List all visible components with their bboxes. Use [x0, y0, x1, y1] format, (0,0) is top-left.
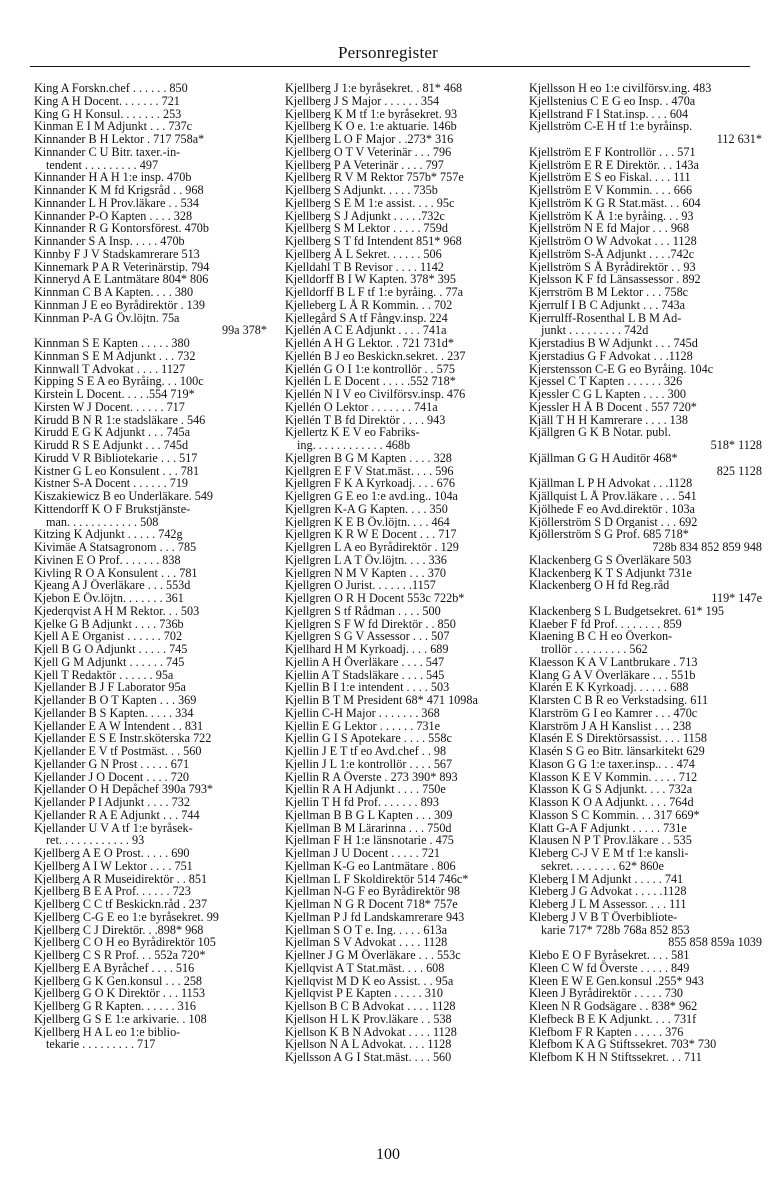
index-entry: Kjellström E S eo Fiskal. . . . 111	[529, 171, 691, 184]
index-entry: Kjellegård S A tf Fångv.insp. 224	[285, 311, 448, 325]
index-entry-continuation: man. . . . . . . . . . . . 508	[46, 515, 159, 529]
index-entry: Kjellberg S J Adjunkt . . . . .732c	[285, 209, 445, 223]
index-entry: Klasson K E V Kommin. . . . . 712	[529, 770, 698, 784]
index-entry: Kjellberg G S E 1:e arkivarie. . 108	[34, 1012, 207, 1026]
index-entry: Kjederqvist A H M Rektor. . . 503	[34, 604, 200, 618]
index-entry-continuation: 99a 378*	[221, 324, 267, 337]
index-entry: Kjellsson H eo 1:e civilförsv.ing. 483	[529, 82, 712, 95]
index-entry: Kjellén O Lektor . . . . . . . 741a	[285, 400, 438, 414]
index-entry-continuation: 855 858 859a 1039	[668, 936, 762, 949]
index-entry: Kjellman N G R Docent 718* 757e	[285, 898, 458, 911]
index-entry: Klasson K O A Adjunkt. . . . 764d	[529, 796, 694, 809]
index-entry: Kivinen E O Prof. . . . . . . 838	[34, 553, 181, 567]
index-entry-continuation: junkt . . . . . . . . . 742d	[541, 324, 649, 337]
index-entry: Kipping S E A eo Byråing. . . 100c	[34, 375, 204, 388]
index-entry: Klefbeck B E K Adjunkt. . . . 731f	[529, 1012, 697, 1026]
index-entry: Kjellander B J F Laborator 95a	[34, 681, 186, 694]
index-entry: Kjellgren B G M Kapten . . . . 328	[285, 451, 452, 465]
index-entry: Kinnman J E eo Byrådirektör . 139	[34, 298, 205, 312]
index-entry: Kinnwall T Advokat . . . . 1127	[34, 362, 186, 376]
index-entry: Kiszakiewicz B eo Underläkare. 549	[34, 490, 214, 503]
index-entry: Kjellman N-G F eo Byrådirektör 98	[285, 885, 460, 898]
index-entry: Klackenberg K T S Adjunkt 731e	[529, 566, 692, 580]
index-entry: Kjessler C G L Kapten . . . . 300	[529, 388, 686, 401]
index-entry: Kjellgren K-A G Kapten. . . . 350	[285, 502, 448, 516]
index-entry: Kjellson H L K Prov.läkare . . 538	[285, 1012, 452, 1026]
index-entry: Kinneryd A E Lantmätare 804* 806	[34, 273, 209, 286]
index-entry: Kleberg J G Advokat . . . . .1128	[529, 885, 687, 898]
index-entry: Kjellander E S E Instr.sköterska 722	[34, 732, 212, 745]
index-entry-continuation: ing. . . . . . . . . . . . 468b	[297, 439, 411, 452]
index-entry: Kjellberg C-G E eo 1:e byråsekret. 99	[34, 910, 219, 924]
index-entry: Kivling R O A Konsulent . . . 781	[34, 566, 198, 580]
index-entry: Kjellman S V Advokat . . . . 1128	[285, 936, 448, 949]
index-entry: Kjell G M Adjunkt . . . . . . 745	[34, 655, 185, 669]
index-entry: Klasén S G eo Bitr. länsarkitekt 629	[529, 745, 705, 758]
index-entry: Kjeang A J Överläkare . . . 553d	[34, 579, 191, 592]
index-entry: Klausen N P T Prov.läkare . . 535	[529, 834, 692, 847]
index-entry: Kjellström S Å Byrådirektör . . 93	[529, 260, 696, 274]
index-entry: Kjellberg R V M Rektor 757b* 757e	[285, 171, 464, 184]
index-entry: Kleberg J V B T Överbibliote-	[529, 910, 678, 924]
index-entry: King A Forskn.chef . . . . . . 850	[34, 82, 188, 95]
index-entry-continuation: sekret. . . . . . . . 62* 860e	[541, 859, 664, 873]
index-entry: Kjessel C T Kapten . . . . . . 326	[529, 375, 683, 388]
index-entry: Kjellberg K O e. 1:e aktuarie. 146b	[285, 120, 457, 133]
index-entry: Kinnander H A H 1:e insp. 470b	[34, 171, 192, 184]
index-entry-continuation: 112 631*	[716, 133, 762, 146]
index-entry: Kjellin A T Stadsläkare . . . . 545	[285, 668, 445, 682]
index-entry: Kjellin B T M President 68* 471 1098a	[285, 694, 478, 707]
index-entry: Kjellin T H fd Prof. . . . . . . 893	[285, 796, 439, 809]
index-entry: Kjellander R A E Adjunkt . . . 744	[34, 808, 200, 822]
index-entry: Klefbom K A G Stiftssekret. 703* 730	[529, 1038, 717, 1051]
index-entry: Kjellberg S Adjunkt. . . . . 735b	[285, 184, 438, 197]
index-entry: Kjellman F H 1:e länsnotarie . 475	[285, 834, 454, 847]
index-entry: Klasén E S Direktörsassist. . . . 1158	[529, 732, 707, 745]
index-entry-continuation: tendent . . . . . . . . . 497	[46, 158, 159, 172]
index-entry: Kjellner J G M Överläkare . . . 553c	[285, 949, 461, 962]
index-entry: Kirudd E G K Adjunkt . . . 745a	[34, 426, 191, 439]
index-entry: Kleen C W fd Överste . . . . . 849	[529, 961, 690, 975]
index-entry: Kjellqvist P E Kapten . . . . . 310	[285, 987, 443, 1000]
index-entry: Kjellman P J fd Landskamrerare 943	[285, 910, 465, 924]
index-entry: Kjellberg C S R Prof. . . 552a 720*	[34, 949, 206, 962]
index-entry: Kjellgren S tf Rådman . . . . 500	[285, 604, 441, 618]
index-entry: Kjällquist L Å Prov.läkare . . . 541	[529, 490, 697, 503]
index-entry: Kinnander L H Prov.läkare . . 534	[34, 196, 199, 210]
index-entry: Kjell A E Organist . . . . . . 702	[34, 630, 183, 643]
index-entry: Kjellander B S Kapten. . . . . 334	[34, 706, 194, 720]
index-entry: Kitzing K Adjunkt . . . . . 742g	[34, 528, 183, 541]
index-entry-continuation: 825 1128	[716, 464, 762, 478]
index-entry: Kirudd V R Bibliotekarie . . . 517	[34, 451, 198, 465]
index-entry: Kjerstadius B W Adjunkt . . . 745d	[529, 337, 698, 350]
index-entry: Klefbom K H N Stiftssekret. . . 711	[529, 1051, 702, 1064]
index-entry: Kjellgren S F W fd Direktör . . 850	[285, 617, 456, 631]
index-entry: Kjellström E R E Direktör. . . 143a	[529, 158, 699, 172]
page-number: 100	[376, 1146, 400, 1163]
index-entry: Kjellberg G O K Direktör . . . 1153	[34, 987, 205, 1000]
index-entry: Kjellin A H Överläkare . . . . 547	[285, 655, 445, 669]
index-entry: Kjellén L E Docent . . . . .552 718*	[285, 375, 456, 388]
index-entry: Kjellgren O Jurist. . . . . . .1157	[285, 579, 436, 592]
index-entry: Kleberg J L M Assessor. . . . 111	[529, 898, 687, 911]
index-entry: Kjellström E F Kontrollör . . . 571	[529, 145, 696, 159]
header-rule	[30, 66, 750, 67]
index-entry-continuation: tekarie . . . . . . . . . 717	[46, 1038, 156, 1051]
index-column-left	[34, 82, 267, 1051]
index-entry: Kinnander C U Bitr. taxer.-in-	[34, 145, 181, 159]
index-entry: Kjellander U V A tf 1:e byråsek-	[34, 821, 193, 835]
index-entry: Kjerrulff-Rosenthal L B M Ad-	[529, 311, 682, 325]
index-entry: Kleen J Byrådirektör . . . . . 730	[529, 987, 684, 1000]
index-entry: Kjällgren G K B Notar. publ.	[529, 426, 671, 439]
index-entry: Kinnander P-O Kapten . . . . 328	[34, 209, 193, 223]
index-entry: Kistner S-A Docent . . . . . . 719	[34, 477, 189, 490]
index-entry: Kjellander O H Depåchef 390a 793*	[34, 783, 214, 796]
index-entry: Kjellström E V Kommin. . . . 666	[529, 184, 693, 197]
index-entry: King G H Konsul. . . . . . . 253	[34, 107, 182, 121]
index-entry: Kjellman L F Skoldirektör 514 746c*	[285, 872, 469, 886]
index-entry: Kjellin J E T tf eo Avd.chef . . 98	[285, 745, 447, 758]
index-entry: Kjelke G B Adjunkt . . . . 736b	[34, 617, 184, 631]
index-entry: Kjell T Redaktör . . . . . . 95a	[34, 668, 174, 682]
index-entry: Kirstein L Docent. . . . .554 719*	[34, 388, 195, 401]
index-entry: Kjellgren G E eo 1:e avd.ing.. 104a	[285, 490, 458, 503]
index-entry: Kjellin G I S Apotekare . . . . 558c	[285, 732, 452, 745]
index-entry: Kjellgren L A eo Byrådirektör . 129	[285, 541, 459, 554]
index-entry: Kinnander K M fd Krigsråd . . 968	[34, 184, 204, 197]
index-entry: Kjellander G N Prost . . . . . 671	[34, 757, 190, 771]
index-entry: Kjellin J L 1:e kontrollör . . . . 567	[285, 757, 453, 771]
index-entry: Kleberg C-J V E M tf 1:e kansli-	[529, 847, 689, 860]
index-entry: Kjellberg C J Direktör. . .898* 968	[34, 923, 204, 937]
index-entry: Kjellander J O Docent . . . . 720	[34, 770, 190, 784]
index-entry: Kjellhard H M Kyrkoadj. . . . 689	[285, 643, 449, 656]
index-entry: Klebo E O F Byråsekret. . . . 581	[529, 949, 690, 962]
index-entry: Kjellberg L O F Major . .273* 316	[285, 133, 454, 146]
index-entry: Kjellgren K R W E Docent . . . 717	[285, 528, 457, 541]
index-entry: Kjellman K-G eo Lantmätare . 806	[285, 859, 456, 873]
index-entry: Kjellqvist M D K eo Assist. . . 95a	[285, 974, 454, 988]
index-entry: Kjellberg S M Lektor . . . . . 759d	[285, 222, 448, 235]
index-entry: Kjerrström B M Lektor . . . 758c	[529, 286, 689, 299]
index-entry: Kjellberg Å L Sekret. . . . . . 506	[285, 247, 442, 261]
index-entry: Kjellberg A R Museidirektör . . 851	[34, 872, 208, 886]
index-entry: Kjellson B C B Advokat . . . . 1128	[285, 1000, 456, 1013]
index-entry: Kjellberg H A L eo 1:e biblio-	[34, 1025, 181, 1039]
index-entry-continuation: trollör . . . . . . . . . 562	[541, 643, 648, 656]
index-entry: Kjellander E V tf Postmäst. . . 560	[34, 745, 202, 758]
index-entry: Kjellman J U Docent . . . . . 721	[285, 847, 441, 860]
index-entry: Kleberg I M Adjunkt . . . . . 741	[529, 872, 684, 886]
index-entry: Kittendorff K O F Brukstjänste-	[34, 502, 191, 516]
index-entry: Kjellin R A Överste . 273 390* 893	[285, 770, 458, 784]
index-entry: Klarström G I eo Kamrer . . . 470c	[529, 706, 698, 720]
index-entry: Kjellsson A G I Stat.mäst. . . . 560	[285, 1051, 452, 1064]
index-entry: Kjellstenius C E G eo Insp. . 470a	[529, 94, 696, 108]
index-entry: Klasson S C Kommin. . . 317 669*	[529, 808, 700, 822]
index-entry: Klarström J A H Kanslist . . . 238	[529, 719, 692, 733]
index-entry-continuation: 728b 834 852 859 948	[652, 541, 762, 554]
index-entry: Kinnander B H Lektor . 717 758a*	[34, 133, 205, 146]
index-entry: Kjellman B M Lärarinna . . . 750d	[285, 821, 452, 835]
index-entry: Kjebon E Öv.löjtn. . . . . . . 361	[34, 592, 184, 605]
index-entry: Kjellberg E A Byråchef . . . . 516	[34, 961, 195, 975]
index-entry: Klefbom F R Kapten . . . . . 376	[529, 1025, 684, 1039]
index-entry: Kjellander B O T Kapten . . . 369	[34, 694, 197, 707]
index-entry: Klaeber F fd Prof. . . . . . . . 859	[529, 617, 682, 631]
index-entry: Kinnman S E M Adjunkt . . . 732	[34, 349, 196, 363]
index-entry: Kjellgren S G V Assessor . . . 507	[285, 630, 450, 643]
index-entry: Kjellén T B fd Direktör . . . . 943	[285, 413, 446, 427]
page-title: Personregister	[337, 43, 439, 62]
index-entry: Kjellgren E F V Stat.mäst. . . . 596	[285, 464, 454, 478]
index-entry: Klackenberg S L Budgetsekret. 61* 195	[529, 604, 724, 618]
index-entry: Kjellin E G Lektor . . . . . . 731e	[285, 719, 441, 733]
index-entry: Klaesson K A V Lantbrukare . 713	[529, 655, 698, 669]
index-entry: Klasson K G S Adjunkt. . . . 732a	[529, 783, 693, 796]
index-entry: Kjellén N I V eo Civilförsv.insp. 476	[285, 388, 466, 401]
index-entry: Kjöllerström S D Organist . . . 692	[529, 515, 698, 529]
index-column-right	[529, 82, 762, 1064]
index-entry: Kjellström S-Å Adjunkt . . . .742c	[529, 247, 695, 261]
index-entry: Kjerstadius G F Advokat . . .1128	[529, 349, 693, 363]
index-entry: Kjellander P I Adjunkt . . . . 732	[34, 796, 190, 809]
index-entry: Kjellman B B G L Kapten . . . 309	[285, 808, 453, 822]
index-entry: Kjellberg C C tf Beskickn.råd . 237	[34, 898, 208, 911]
index-entry: Kjellberg S T fd Intendent 851* 968	[285, 235, 462, 248]
index-entry: Kjellström N E fd Major . . . 968	[529, 222, 690, 235]
index-entry: Kjell B G O Adjunkt . . . . . 745	[34, 643, 188, 656]
index-entry-continuation: 518* 1128	[710, 439, 762, 452]
index-entry: Klackenberg O H fd Reg.råd	[529, 579, 670, 592]
index-entry: Kjellin R A H Adjunkt . . . . 750e	[285, 783, 446, 796]
index-entry: Kjellgren K E B Öv.löjtn. . . . 464	[285, 515, 450, 529]
index-entry: Kirsten W J Docent. . . . . . 717	[34, 400, 185, 414]
index-entry: Kivimäe A Statsagronom . . . 785	[34, 541, 197, 554]
index-entry: Kjessler H Å B Docent . 557 720*	[529, 400, 697, 414]
index-entry: Kjerrulf I B C Adjunkt . . . 743a	[529, 298, 686, 312]
index-entry: Kjellén A H G Lektor. . 721 731d*	[285, 337, 454, 350]
index-entry: Kjellberg S E M 1:e assist. . . . 95c	[285, 196, 455, 210]
index-entry: Kinnander S A Insp. . . . . 470b	[34, 235, 185, 248]
index-entry: Klatt G-A F Adjunkt . . . . . 731e	[529, 821, 687, 835]
index-entry: Kjellberg J S Major . . . . . . 354	[285, 94, 440, 108]
index-entry: King A H Docent. . . . . . . 721	[34, 94, 180, 108]
index-entry: Kjölhede F eo Avd.direktör . 103a	[529, 502, 695, 516]
index-entry: Kjellberg A E O Prost. . . . . 690	[34, 847, 190, 860]
index-entry-continuation: karie 717* 728b 768a 852 853	[541, 923, 690, 937]
index-entry: Kjelldahl T B Revisor . . . . 1142	[285, 260, 444, 274]
index-entry: Kjellgren O R H Docent 553c 722b*	[285, 592, 465, 605]
index-entry: Kjellgren F K A Kyrkoadj. . . . 676	[285, 477, 455, 490]
index-entry: Kjellén A C E Adjunkt . . . . 741a	[285, 324, 447, 337]
index-entry: Kjellgren N M V Kapten . . . 370	[285, 566, 447, 580]
index-entry: Kjellén G O I 1:e kontrollör . . 575	[285, 362, 455, 376]
index-entry: Kjällman G G H Auditör 468*	[529, 451, 678, 465]
index-entry: Kjellander E A W Intendent . . 831	[34, 719, 204, 733]
index-entry: Kjellberg K M tf 1:e byråsekret. 93	[285, 107, 458, 121]
index-entry: Kjäll T H H Kamrerare . . . . 138	[529, 413, 688, 427]
index-entry: Kleen N R Godsägare . . 838* 962	[529, 1000, 698, 1013]
index-entry: Kjellgren L A T Öv.löjtn. . . . 336	[285, 553, 447, 567]
index-entry: Kinnander R G Kontorsförest. 470b	[34, 222, 209, 235]
index-entry: Kjellström K G R Stat.mäst. . . 604	[529, 196, 701, 210]
index-entry: Kinnby F J V Stadskamrerare 513	[34, 247, 200, 261]
index-entry: Kjällman L P H Advokat . . .1128	[529, 477, 693, 490]
index-entry: Kjellberg B E A Prof. . . . . . 723	[34, 885, 191, 898]
index-entry: Kistner G L eo Konsulent . . . 781	[34, 464, 200, 478]
index-entry: Kjelsson K F fd Länsassessor . 892	[529, 273, 701, 286]
index-entry: Kjöllerström S G Prof. 685 718*	[529, 528, 689, 541]
index-entry: Kjellstrand F I Stat.insp. . . . 604	[529, 107, 689, 121]
index-entry: Kjellberg A I W Lektor . . . . 751	[34, 859, 193, 873]
index-entry: Kjelldorff B L F tf 1:e byråing. . 77a	[285, 286, 464, 299]
index-entry-continuation: ret. . . . . . . . . . . . 93	[46, 834, 145, 847]
index-entry: Kjellin C-H Major . . . . . . . 368	[285, 706, 440, 720]
index-entry: Klackenberg G S Överläkare 503	[529, 553, 692, 567]
index-entry: Kjellberg G K Gen.konsul . . . 258	[34, 974, 203, 988]
index-entry: Kinnemark P A R Veterinärstip. 794	[34, 260, 210, 274]
index-entry: Kinnman C B A Kapten. . . . 380	[34, 286, 194, 299]
index-entry: Kjellström K Å 1:e byråing. . . 93	[529, 209, 694, 223]
index-entry: Kirudd R S E Adjunkt . . . 745d	[34, 439, 189, 452]
index-entry: Klang G A V Överläkare . . . 551b	[529, 668, 696, 682]
index-entry: Kjellström O W Advokat . . . 1128	[529, 235, 697, 248]
index-entry: Kjellman S O T e. Ing. . . . . 613a	[285, 923, 448, 937]
index-entry: Klaening B C H eo Överkon-	[529, 630, 673, 643]
index-entry: Kjellson K B N Advokat . . . . 1128	[285, 1025, 457, 1039]
index-entry: Kinnman P-A G Öv.löjtn. 75a	[34, 311, 180, 325]
index-entry: Kjellberg O T V Veterinär . . . 796	[285, 145, 452, 159]
index-entry: Kjelldorff B I W Kapten. 378* 395	[285, 273, 456, 286]
index-entry: Kjellqvist A T Stat.mäst. . . . 608	[285, 961, 445, 975]
index-entry: Kjellson N A L Advokat. . . . 1128	[285, 1038, 452, 1051]
index-entry: Kjellström C-E H tf 1:e byråinsp.	[529, 120, 693, 133]
index-entry: Kjellén B J eo Beskickn.sekret. . 237	[285, 349, 466, 363]
index-entry: Kinnman S E Kapten . . . . . 380	[34, 337, 190, 350]
index-entry: Klarén E K Kyrkoadj. . . . . . 688	[529, 681, 689, 694]
index-entry: Kjellertz K E V eo Fabriks-	[285, 426, 420, 439]
index-entry: Kjellin B I 1:e intendent . . . . 503	[285, 681, 450, 694]
index-entry: Kjerstensson C-E G eo Byråing. 104c	[529, 362, 714, 376]
index-entry: Klason G G 1:e taxer.insp.. . . 474	[529, 757, 695, 771]
index-entry: Kjellberg C O H eo Byrådirektör 105	[34, 936, 216, 949]
index-entry: Kirudd B N R 1:e stadsläkare . 546	[34, 413, 206, 427]
index-entry: Kinman E I M Adjunkt . . . 737c	[34, 120, 193, 133]
index-entry: Kjellberg G R Kapten. . . . . . 316	[34, 1000, 196, 1013]
index-entry: Kjellberg P A Veterinär . . . . 797	[285, 158, 444, 172]
index-entry: Kjellberg J 1:e byråsekret. . 81* 468	[285, 82, 463, 95]
index-entry: Kjelleberg L Å R Kommin. . . 702	[285, 298, 453, 312]
index-entry-continuation: 119* 147e	[711, 592, 762, 605]
index-column-middle	[285, 82, 517, 1064]
index-entry: Kleen E W E Gen.konsul .255* 943	[529, 974, 704, 988]
index-entry: Klarsten C B R eo Verkstadsing. 611	[529, 694, 709, 707]
